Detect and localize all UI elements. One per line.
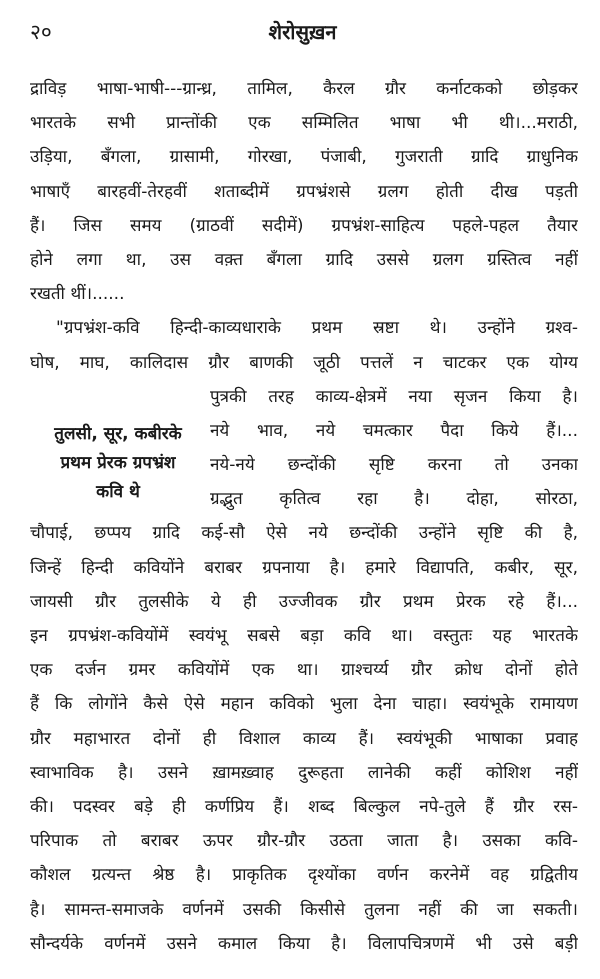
text-line: होने लगा था, उस वक़्त बँगला ग्रादि उससे ग्रलग ग्रस्तित्व नहीं [30,249,578,270]
text-line: उड़िया, बँगला, ग्रासामी, गोरखा, पंजाबी, गुजराती ग्रादि ग्राधुनिक [30,147,578,168]
text-line: चौपाई, छप्पय ग्रादि कई-सौ ऐसे नये छन्दोंकी उन्होंने सृष्टि की है, [30,523,578,544]
text-line: ग्रद्भुत कृतित्व रहा है। दोहा, सोरठा, [210,489,578,510]
sidenote-wrap-block [30,380,578,517]
running-title: शेरोसुख़न [268,20,337,44]
text-line: ग्रौर महाभारत दोनों ही विशाल काव्य हैं। स्वयंभूकी भाषाका प्रवाह [30,728,578,749]
paragraph-2 [30,311,578,961]
text-line: भाषाएँ बारहवीं-तेरहवीं शताब्दीमें ग्रपभ्रंशसे ग्रलग होती दीख पड़ती [30,181,578,202]
text-line: की। पदस्वर बड़े ही कर्णप्रिय हैं। शब्द बिल्कुल नपे-तुले हैं ग्रौर रस- [30,796,578,817]
text-line: है। सामन्त-समाजके वर्णनमें उसकी किसीसे तुलना नहीं की जा सकती। [30,899,578,920]
text-line: नये-नये छन्दोंकी सृष्टि करना तो उनका [210,455,578,476]
text-line: हैं कि लोगोंने कैसे ऐसे महान कविको भुला देना चाहा। स्वयंभूके रामायण [30,694,578,715]
text-line: रखती थीं।...... [30,284,125,305]
paragraph-1 [30,72,578,311]
text-line: कौशल ग्रत्यन्त श्रेष्ठ है। प्राकृतिक दृश्योंका वर्णन करनेमें वह ग्रद्वितीय [30,865,578,886]
body-text [30,72,578,961]
sidenote-line: प्रथम प्रेरक ग्रपभ्रंश [60,452,176,473]
text-line: जायसी ग्रौर तुलसीके ये ही उज्जीवक ग्रौर प्रथम प्रेरक रहे हैं।... [30,591,578,612]
page-header [30,18,575,62]
page-number: २० [30,20,52,44]
sidenote-line: तुलसी, सूर, कबीरके [54,423,182,444]
text-line: द्राविड़ भाषा-भाषी---ग्रान्ध्र, तामिल, कैरल ग्रौर कर्नाटकको छोड़कर [30,79,578,99]
text-line: नये भाव, नये चमत्कार पैदा किये हैं।... [210,420,578,441]
text-line: हैं। जिस समय (ग्राठवीं सदीमें) ग्रपभ्रंश-साहित्य पहले-पहल तैयार [30,215,578,236]
sidenote-line: कवि थे [96,481,140,502]
text-line: स्वाभाविक है। उसने ख़ामख़्वाह दुरूहता लानेकी कहीं कोशिश नहीं [30,762,578,783]
text-line: परिपाक तो बराबर ऊपर ग्रौर-ग्रौर उठता जाता है। उसका कवि- [30,831,578,852]
text-line: जिन्हें हिन्दी कवियोंने बराबर ग्रपनाया है। हमारे विद्यापति, कबीर, सूर, [30,557,578,578]
text-line: एक दर्जन ग्रमर कवियोंमें एक था। ग्राश्चर्य्य ग्रौर क्रोध दोनों होते [30,660,578,681]
text-line: "ग्रपभ्रंश-कवि हिन्दी-काव्यधाराके प्रथम स्रष्टा थे। उन्होंने ग्रश्व- [56,318,578,339]
text-line: घोष, माघ, कालिदास ग्रौर बाणकी जूठी पत्तलें न चाटकर एक योग्य [30,352,578,373]
text-line: इन ग्रपभ्रंश-कवियोंमें स्वयंभू सबसे बड़ा कवि था। वस्तुतः यह भारतके [30,626,578,646]
text-line: भारतके सभी प्रान्तोंकी एक सम्मिलित भाषा भी थी।...मराठी, [30,113,578,134]
margin-sidenote [30,420,206,507]
text-line: पुत्रकी तरह काव्य-क्षेत्रमें नया सृजन किया है। [210,386,578,407]
text-line: सौन्दर्यके वर्णनमें उसने कमाल किया है। विलापचित्रणमें भी उसे बड़ी [30,933,578,954]
